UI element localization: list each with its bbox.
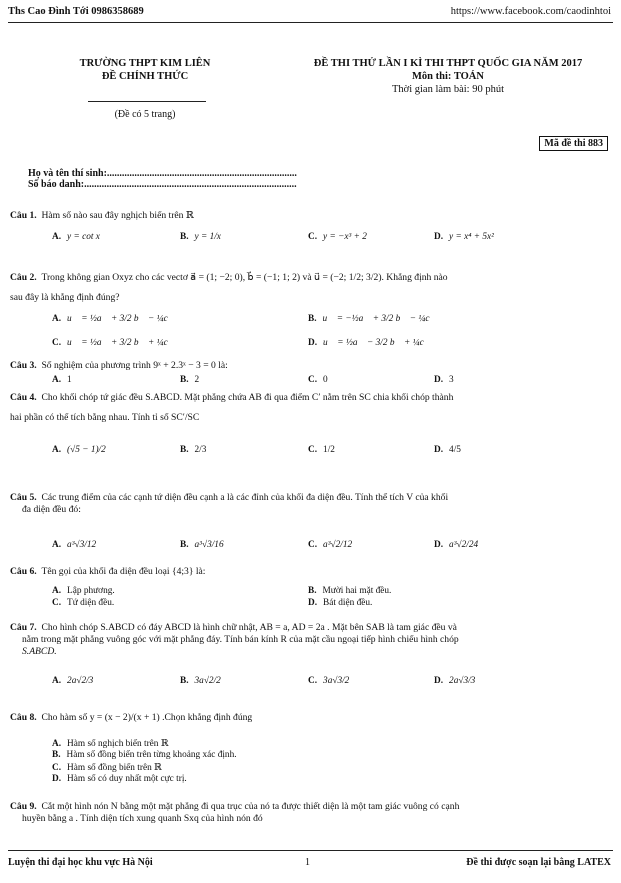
q3-option-b: B. 2 [180, 375, 200, 385]
header-rule [8, 22, 613, 23]
question-7: Câu 7. Cho hình chóp S.ABCD có đáy ABCD là hình chữ nhật, AB = a, AD = 2a . Mặt bên SAB là tam giác đều và [10, 622, 457, 633]
question-4: Câu 4. Cho khối chóp tứ giác đều S.ABCD. Mặt phẳng chứa AB đi qua điểm C′ nằm trên SC chia khối chóp thành [10, 392, 454, 403]
q7-option-c: C. 3a√3/2 [308, 676, 350, 686]
q5-option-c: C. a³√2/12 [308, 540, 353, 550]
question-6: Câu 6. Tên gọi của khối đa diện đều loại {4;3} là: [10, 566, 206, 577]
q1-option-d: D. y = x⁴ + 5x² [434, 232, 494, 242]
q5-option-a: A. a³√3/12 [52, 540, 97, 550]
footer-rule [8, 850, 613, 851]
question-5-cont: đa diện đều đó: [22, 504, 81, 515]
question-7-cont: nằm trong mặt phẳng vuông góc với mặt phẳng đáy. Tính bán kính R của mặt cầu ngoại tiếp hình chiếu hình chóp [22, 634, 459, 645]
exam-subject: Môn thi: TOÁN [412, 71, 484, 82]
question-9-cont: huyền bằng a . Tính diện tích xung quanh Sxq của hình nón đó [22, 813, 263, 824]
q7-option-a: A. 2a√2/3 [52, 676, 94, 686]
q1-option-c: C. y = −x³ + 2 [308, 232, 367, 242]
q3-option-a: A. 1 [52, 375, 72, 385]
q6-option-b: B. Mười hai mặt đều. [308, 586, 392, 596]
question-7-cont2: S.ABCD. [22, 646, 57, 657]
q7-option-b: B. 3a√2/2 [180, 676, 221, 686]
question-5: Câu 5. Các trung điểm của các cạnh tứ diện đều cạnh a là các đỉnh của khối đa diện đều. Tính thể tích V của khối [10, 492, 449, 503]
question-2-cont: sau đây là khẳng định đúng? [10, 292, 120, 303]
official-label: ĐỀ CHÍNH THỨC [101, 71, 189, 82]
question-1: Câu 1. Hàm số nào sau đây nghịch biến trên ℝ [10, 210, 194, 221]
footer-right: Đề thi được soạn lại bằng LATEX [466, 857, 611, 868]
q3-option-d: D. 3 [434, 375, 454, 385]
q4-option-d: D. 4/5 [434, 445, 461, 455]
q7-option-d: D. 2a√3/3 [434, 676, 476, 686]
q2-option-a: A. u⃗ = ½a⃗ + 3/2 b⃗ − ¼c⃗ [52, 314, 175, 324]
school-divider [88, 101, 206, 102]
page-number: 1 [305, 857, 310, 868]
question-8: Câu 8. Cho hàm số y = (x − 2)/(x + 1) .Chọn khẳng định đúng [10, 712, 253, 723]
question-2: Câu 2. Trong không gian Oxyz cho các vectơ a⃗ = (1; −2; 0), b⃗ = (−1; 1; 2) và u⃗ = (−2; 1/2; 3/2). Khẳng định nào [10, 272, 448, 283]
q4-option-a: A. (√5 − 1)/2 [52, 445, 106, 455]
q2-option-b: B. u⃗ = −½a⃗ + 3/2 b⃗ − ¼c⃗ [308, 314, 437, 324]
q8-option-c: C. Hàm số đồng biến trên ℝ [52, 763, 162, 773]
q8-option-b: B. Hàm số đồng biến trên từng khoảng xác định. [52, 750, 237, 760]
q6-option-d: D. Bát diện đều. [308, 598, 373, 608]
exam-duration: Thời gian làm bài: 90 phút [392, 84, 504, 95]
student-name-field: Họ và tên thí sinh:............................................................................ [28, 168, 297, 179]
q2-option-c: C. u⃗ = ½a⃗ + 3/2 b⃗ + ¼c⃗ [52, 338, 175, 348]
header-author: Ths Cao Đình Tới 0986358689 [8, 6, 144, 17]
q5-option-d: D. a³√2/24 [434, 540, 479, 550]
q1-option-b: B. y = 1/x [180, 232, 221, 242]
q8-option-a: A. Hàm số nghịch biến trên ℝ [52, 739, 169, 749]
footer-left: Luyện thi đại học khu vực Hà Nội [8, 857, 153, 868]
question-9: Câu 9. Cắt một hình nón N bằng một mặt phẳng đi qua trục của nó ta được thiết diện là một tam giác vuông có cạnh [10, 801, 460, 812]
school-name: TRƯỜNG THPT KIM LIÊN [79, 58, 211, 69]
page-count: (Đề có 5 trang) [114, 109, 176, 120]
q4-option-c: C. 1/2 [308, 445, 335, 455]
exam-code-box: Mã đề thi 883 [539, 136, 608, 151]
question-3: Câu 3. Số nghiệm của phương trình 9ˣ + 2.3ˣ − 3 = 0 là: [10, 360, 228, 371]
q6-option-a: A. Lập phương. [52, 586, 115, 596]
exam-title: ĐỀ THI THỬ LẦN I KÌ THI THPT QUỐC GIA NĂM 2017 [313, 58, 583, 69]
q1-option-a: A. y = cot x [52, 232, 100, 242]
student-id-field: Số báo danh:..................................................................................... [28, 179, 297, 190]
q4-option-b: B. 2/3 [180, 445, 207, 455]
q5-option-b: B. a³√3/16 [180, 540, 224, 550]
q8-option-d: D. Hàm số có duy nhất một cực trị. [52, 774, 187, 784]
q6-option-c: C. Tứ diện đều. [52, 598, 115, 608]
q3-option-c: C. 0 [308, 375, 328, 385]
header-url: https://www.facebook.com/caodinhtoi [450, 6, 611, 17]
q2-option-d: D. u⃗ = ½a⃗ − 3/2 b⃗ + ¼c⃗ [308, 338, 431, 348]
question-4-cont: hai phần có thể tích bằng nhau. Tính tỉ số SC′/SC [10, 412, 200, 423]
